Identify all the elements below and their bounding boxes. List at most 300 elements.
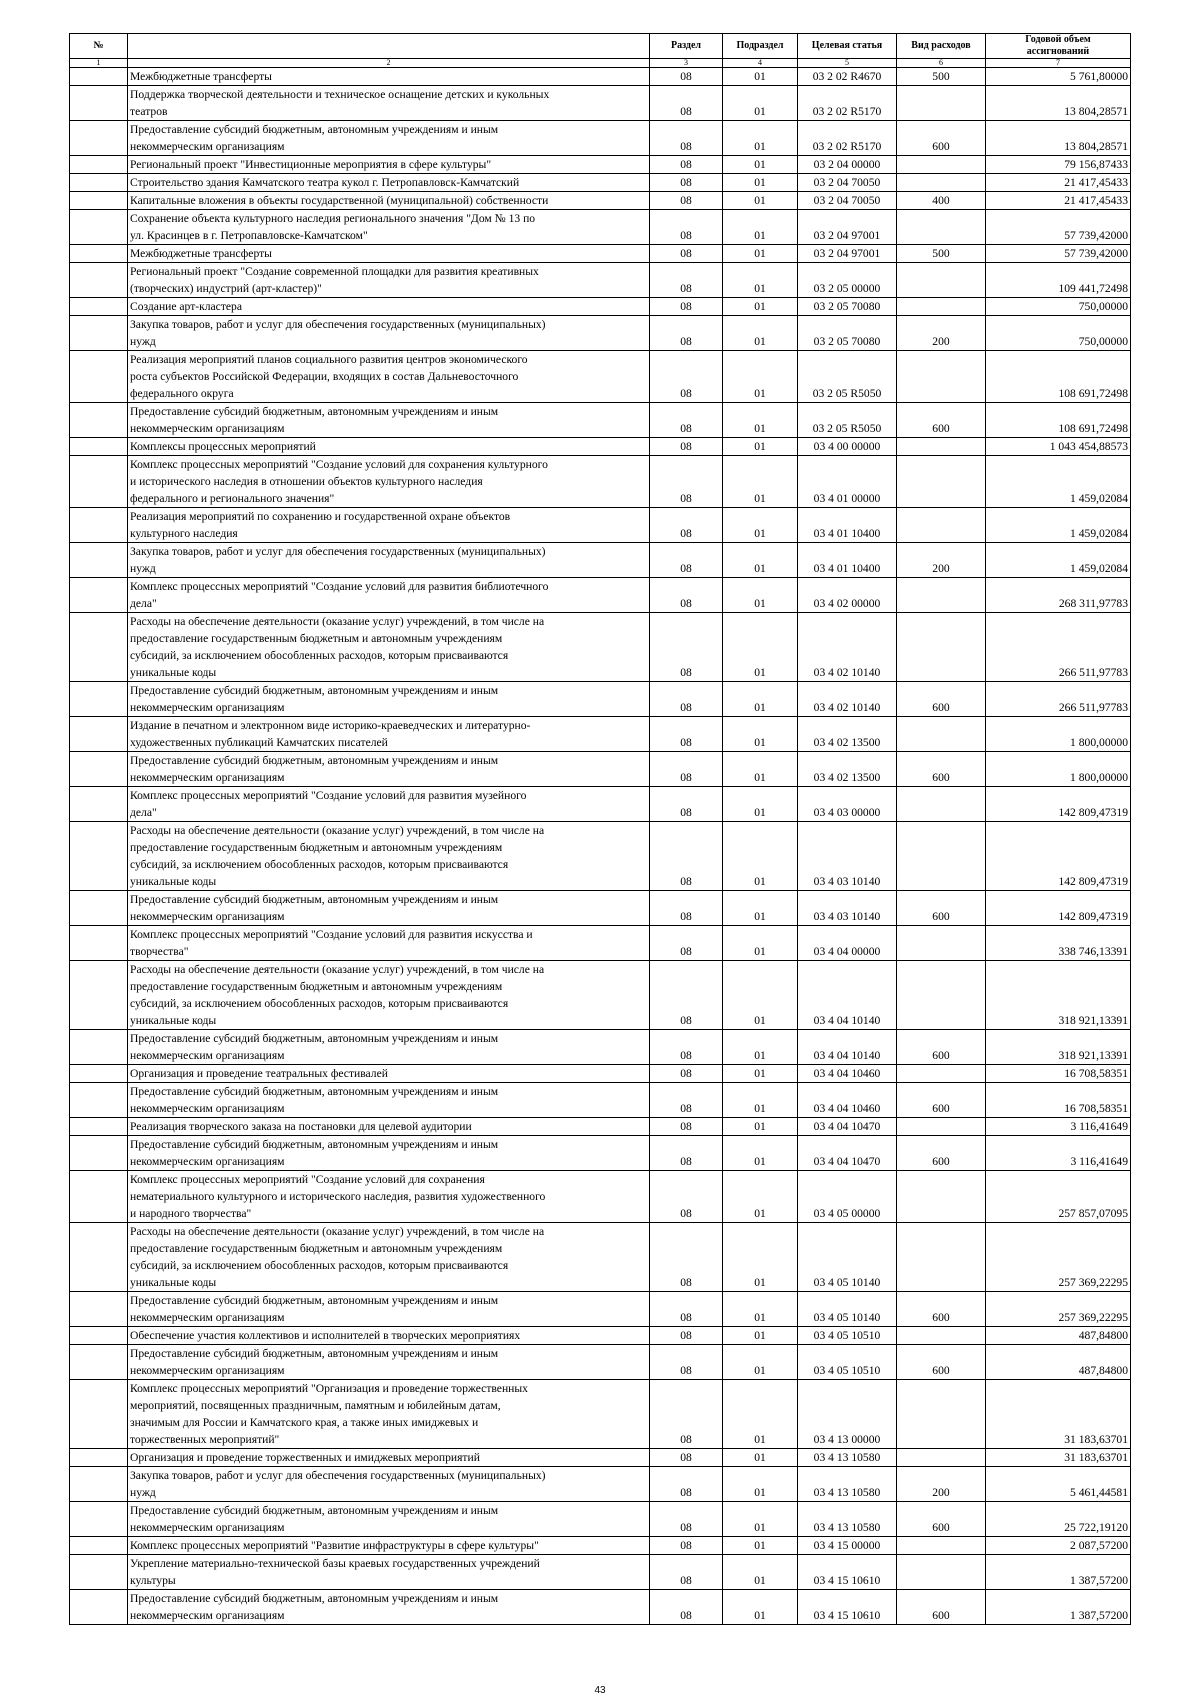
cell-expense-type — [897, 1136, 986, 1171]
cell-razdel — [650, 1171, 723, 1223]
cell-podrazdel — [723, 1555, 798, 1590]
cell-name-text: Предоставление субсидий бюджетным, автономным учреждениям и иным некоммерческим организациям — [130, 123, 499, 153]
cell-podrazdel — [723, 787, 798, 822]
cell-expense-type-text: 600 — [932, 1102, 950, 1115]
cell-amount-text: 1 800,00000 — [1070, 736, 1128, 749]
cell-name-text: Комплекс процессных мероприятий "Создание условий для сохранения культурного и исторического наследия в отношении объектов культурного наследия федерального и регионального значения" — [130, 458, 548, 505]
cell-podrazdel — [723, 86, 798, 121]
cell-no — [70, 961, 128, 1030]
cell-no — [70, 891, 128, 926]
cell-name — [128, 1345, 650, 1380]
table-row — [70, 156, 1131, 174]
table-row — [70, 717, 1131, 752]
table-row — [70, 1555, 1131, 1590]
cell-no — [70, 682, 128, 717]
cell-amount — [986, 1537, 1131, 1555]
cell-expense-type — [897, 1030, 986, 1065]
cell-expense-type — [897, 1449, 986, 1467]
cell-target-article — [798, 717, 897, 752]
cell-amount — [986, 316, 1131, 351]
cell-name-text: Предоставление субсидий бюджетным, автономным учреждениям и иным некоммерческим организациям — [130, 1347, 499, 1377]
cell-podrazdel — [723, 752, 798, 787]
cell-name-text: Предоставление субсидий бюджетным, автономным учреждениям и иным некоммерческим организациям — [130, 1592, 499, 1622]
cell-target-article-text: 03 4 13 10580 — [813, 1486, 881, 1499]
cell-target-article-text: 03 4 05 10140 — [813, 1311, 881, 1324]
table-row — [70, 1327, 1131, 1345]
cell-podrazdel-text: 01 — [754, 229, 766, 242]
table-row — [70, 1292, 1131, 1327]
cell-amount — [986, 1030, 1131, 1065]
cell-razdel — [650, 508, 723, 543]
column-number: 7 — [986, 59, 1131, 68]
cell-amount — [986, 1065, 1131, 1083]
cell-name-text: Региональный проект "Инвестиционные мероприятия в сфере культуры" — [130, 158, 492, 171]
cell-target-article-text: 03 2 05 R5050 — [812, 387, 882, 400]
cell-podrazdel — [723, 298, 798, 316]
cell-name — [128, 508, 650, 543]
cell-target-article-text: 03 2 02 R5170 — [812, 105, 882, 118]
cell-no — [70, 752, 128, 787]
cell-razdel — [650, 456, 723, 508]
cell-podrazdel-text: 01 — [754, 597, 766, 610]
cell-name-text: Предоставление субсидий бюджетным, автономным учреждениям и иным некоммерческим организациям — [130, 1138, 499, 1168]
table-row — [70, 1380, 1131, 1449]
cell-podrazdel — [723, 403, 798, 438]
cell-target-article-text: 03 2 05 00000 — [813, 282, 881, 295]
cell-name-text: Строительство здания Камчатского театра кукол г. Петропавловск-Камчатский — [130, 176, 520, 189]
cell-podrazdel-text: 01 — [754, 1014, 766, 1027]
cell-amount — [986, 1136, 1131, 1171]
cell-expense-type — [897, 316, 986, 351]
cell-name-text: Расходы на обеспечение деятельности (оказание услуг) учреждений, в том числе на предоставление государственным бюджетным и автономным учреждениям субсидий, за исключением обособленных расходов, которым присваиваются уникальные коды — [130, 824, 545, 888]
cell-razdel — [650, 787, 723, 822]
cell-podrazdel — [723, 1083, 798, 1118]
cell-podrazdel — [723, 613, 798, 682]
table-row — [70, 1136, 1131, 1171]
cell-name — [128, 891, 650, 926]
cell-target-article-text: 03 2 04 70050 — [813, 194, 881, 207]
cell-expense-type — [897, 1590, 986, 1625]
cell-podrazdel-text: 01 — [754, 282, 766, 295]
cell-podrazdel — [723, 926, 798, 961]
cell-expense-type-text: 600 — [932, 422, 950, 435]
cell-name — [128, 1380, 650, 1449]
cell-expense-type — [897, 351, 986, 403]
cell-target-article-text: 03 2 04 97001 — [813, 247, 881, 260]
table-row — [70, 1223, 1131, 1292]
cell-expense-type — [897, 1467, 986, 1502]
cell-razdel-text: 08 — [680, 1329, 692, 1342]
cell-amount — [986, 1292, 1131, 1327]
cell-podrazdel — [723, 192, 798, 210]
cell-amount-text: 108 691,72498 — [1058, 422, 1128, 435]
cell-razdel — [650, 613, 723, 682]
cell-amount — [986, 263, 1131, 298]
cell-name-text: Предоставление субсидий бюджетным, автономным учреждениям и иным некоммерческим организациям — [130, 1085, 499, 1115]
cell-name — [128, 1292, 650, 1327]
cell-amount-text: 108 691,72498 — [1058, 387, 1128, 400]
cell-target-article — [798, 613, 897, 682]
header-annual-volume-line1: Годовой объем — [1025, 34, 1091, 45]
cell-expense-type — [897, 926, 986, 961]
cell-name-text: Комплекс процессных мероприятий "Создание условий для развития музейного дела" — [130, 789, 527, 819]
cell-target-article — [798, 1065, 897, 1083]
cell-no — [70, 1590, 128, 1625]
cell-expense-type-text: 500 — [932, 70, 950, 83]
cell-razdel — [650, 1136, 723, 1171]
table-row — [70, 822, 1131, 891]
cell-expense-type-text: 600 — [932, 140, 950, 153]
cell-target-article — [798, 1030, 897, 1065]
cell-razdel-text: 08 — [680, 1067, 692, 1080]
cell-podrazdel — [723, 1171, 798, 1223]
cell-name-text: Издание в печатном и электронном виде историко-краеведческих и литературно- художественных публикаций Камчатских писателей — [130, 719, 531, 749]
cell-podrazdel-text: 01 — [754, 335, 766, 348]
cell-target-article-text: 03 4 15 00000 — [813, 1539, 881, 1552]
cell-target-article-text: 03 4 02 13500 — [813, 771, 881, 784]
cell-name — [128, 682, 650, 717]
cell-expense-type-text: 200 — [932, 1486, 950, 1499]
cell-amount — [986, 456, 1131, 508]
cell-name — [128, 351, 650, 403]
cell-razdel-text: 08 — [680, 527, 692, 540]
cell-podrazdel — [723, 1292, 798, 1327]
cell-podrazdel — [723, 1467, 798, 1502]
cell-name — [128, 156, 650, 174]
cell-razdel — [650, 1030, 723, 1065]
cell-target-article — [798, 578, 897, 613]
cell-razdel — [650, 298, 723, 316]
cell-amount — [986, 1118, 1131, 1136]
cell-razdel-text: 08 — [680, 1433, 692, 1446]
cell-podrazdel — [723, 578, 798, 613]
cell-name-text: Укрепление материально-технической базы краевых государственных учреждений культуры — [130, 1557, 540, 1587]
cell-target-article-text: 03 2 02 R5170 — [812, 140, 882, 153]
cell-amount-text: 266 511,97783 — [1058, 666, 1128, 679]
table-row — [70, 1083, 1131, 1118]
cell-name — [128, 316, 650, 351]
cell-podrazdel — [723, 1030, 798, 1065]
cell-podrazdel — [723, 543, 798, 578]
cell-name-text: Закупка товаров, работ и услуг для обеспечения государственных (муниципальных) нужд — [130, 545, 546, 575]
cell-target-article-text: 03 2 02 R4670 — [812, 70, 882, 83]
cell-amount — [986, 68, 1131, 86]
table-row — [70, 174, 1131, 192]
cell-target-article-text: 03 4 13 10580 — [813, 1451, 881, 1464]
cell-amount — [986, 86, 1131, 121]
cell-podrazdel-text: 01 — [754, 1155, 766, 1168]
cell-amount — [986, 961, 1131, 1030]
cell-expense-type — [897, 1223, 986, 1292]
cell-amount — [986, 1380, 1131, 1449]
cell-name — [128, 717, 650, 752]
cell-target-article — [798, 263, 897, 298]
cell-podrazdel-text: 01 — [754, 806, 766, 819]
cell-no — [70, 68, 128, 86]
cell-razdel-text: 08 — [680, 1574, 692, 1587]
cell-amount-text: 5 461,44581 — [1070, 1486, 1128, 1499]
cell-podrazdel-text: 01 — [754, 771, 766, 784]
cell-target-article — [798, 1345, 897, 1380]
cell-target-article — [798, 822, 897, 891]
cell-amount — [986, 787, 1131, 822]
cell-name — [128, 263, 650, 298]
cell-name — [128, 121, 650, 156]
cell-podrazdel-text: 01 — [754, 300, 766, 313]
cell-no — [70, 156, 128, 174]
table-row — [70, 1118, 1131, 1136]
cell-target-article-text: 03 2 05 R5050 — [812, 422, 882, 435]
cell-podrazdel-text: 01 — [754, 176, 766, 189]
cell-razdel-text: 08 — [680, 597, 692, 610]
cell-razdel-text: 08 — [680, 492, 692, 505]
cell-target-article — [798, 210, 897, 245]
cell-target-article — [798, 543, 897, 578]
cell-podrazdel — [723, 682, 798, 717]
cell-target-article-text: 03 4 04 00000 — [813, 945, 881, 958]
cell-name — [128, 1502, 650, 1537]
cell-razdel — [650, 263, 723, 298]
table-row — [70, 543, 1131, 578]
cell-razdel — [650, 1467, 723, 1502]
table-row — [70, 787, 1131, 822]
cell-podrazdel-text: 01 — [754, 492, 766, 505]
cell-podrazdel — [723, 210, 798, 245]
cell-amount-text: 257 369,22295 — [1058, 1276, 1128, 1289]
cell-name-text: Расходы на обеспечение деятельности (оказание услуг) учреждений, в том числе на предоставление государственным бюджетным и автономным учреждениям субсидий, за исключением обособленных расходов, которым присваиваются уникальные коды — [130, 615, 545, 679]
cell-podrazdel-text: 01 — [754, 387, 766, 400]
budget-table — [69, 33, 1131, 1625]
cell-name — [128, 210, 650, 245]
cell-amount — [986, 508, 1131, 543]
cell-no — [70, 543, 128, 578]
cell-podrazdel — [723, 68, 798, 86]
cell-podrazdel-text: 01 — [754, 1486, 766, 1499]
cell-amount — [986, 156, 1131, 174]
column-number: 4 — [723, 59, 798, 68]
cell-podrazdel-text: 01 — [754, 1521, 766, 1534]
cell-amount-text: 21 417,45433 — [1064, 194, 1128, 207]
cell-amount — [986, 543, 1131, 578]
cell-target-article-text: 03 2 05 70080 — [813, 300, 881, 313]
cell-no — [70, 787, 128, 822]
cell-no — [70, 121, 128, 156]
table-row — [70, 210, 1131, 245]
cell-podrazdel — [723, 1065, 798, 1083]
cell-podrazdel-text: 01 — [754, 1120, 766, 1133]
cell-amount-text: 57 739,42000 — [1064, 247, 1128, 260]
cell-target-article-text: 03 4 02 10140 — [813, 666, 881, 679]
cell-podrazdel-text: 01 — [754, 70, 766, 83]
cell-name — [128, 403, 650, 438]
cell-expense-type-text: 600 — [932, 701, 950, 714]
cell-amount-text: 142 809,47319 — [1058, 875, 1128, 888]
cell-razdel-text: 08 — [680, 1014, 692, 1027]
table-row — [70, 86, 1131, 121]
cell-target-article-text: 03 4 15 10610 — [813, 1609, 881, 1622]
cell-razdel — [650, 822, 723, 891]
cell-podrazdel — [723, 1449, 798, 1467]
cell-expense-type — [897, 1555, 986, 1590]
cell-amount — [986, 210, 1131, 245]
cell-expense-type — [897, 1118, 986, 1136]
cell-no — [70, 578, 128, 613]
table-row — [70, 682, 1131, 717]
cell-razdel-text: 08 — [680, 736, 692, 749]
cell-target-article-text: 03 4 05 10140 — [813, 1276, 881, 1289]
cell-name-text: Предоставление субсидий бюджетным, автономным учреждениям и иным некоммерческим организациям — [130, 1504, 499, 1534]
cell-name — [128, 174, 650, 192]
cell-name-text: Поддержка творческой деятельности и техническое оснащение детских и кукольных театров — [130, 88, 550, 118]
cell-no — [70, 245, 128, 263]
cell-name-text: Комплекс процессных мероприятий "Организация и проведение торжественных мероприятий, посвященных праздничным, памятным и юбилейным датам, значимым для России и Камчатского края, а также иных имиджевых и торжественных мероприятий" — [130, 1382, 528, 1446]
cell-razdel-text: 08 — [680, 194, 692, 207]
cell-target-article — [798, 192, 897, 210]
cell-podrazdel-text: 01 — [754, 1433, 766, 1446]
table-row — [70, 1065, 1131, 1083]
cell-name — [128, 1327, 650, 1345]
cell-razdel — [650, 1380, 723, 1449]
cell-expense-type — [897, 543, 986, 578]
cell-name-text: Сохранение объекта культурного наследия регионального значения "Дом № 13 по ул. Красинцев в г. Петропавловске-Камчатском" — [130, 212, 536, 242]
cell-amount — [986, 891, 1131, 926]
cell-razdel — [650, 682, 723, 717]
cell-name-text: Межбюджетные трансферты — [130, 70, 272, 83]
cell-target-article-text: 03 4 05 00000 — [813, 1207, 881, 1220]
cell-name-text: Межбюджетные трансферты — [130, 247, 272, 260]
cell-razdel-text: 08 — [680, 1486, 692, 1499]
cell-podrazdel-text: 01 — [754, 562, 766, 575]
cell-target-article — [798, 961, 897, 1030]
cell-razdel-text: 08 — [680, 158, 692, 171]
cell-target-article — [798, 174, 897, 192]
cell-target-article — [798, 156, 897, 174]
cell-expense-type — [897, 1171, 986, 1223]
cell-amount-text: 1 459,02084 — [1070, 492, 1128, 505]
cell-name — [128, 1590, 650, 1625]
cell-no — [70, 174, 128, 192]
cell-razdel-text: 08 — [680, 387, 692, 400]
cell-name-text: Расходы на обеспечение деятельности (оказание услуг) учреждений, в том числе на предоставление государственным бюджетным и автономным учреждениям субсидий, за исключением обособленных расходов, которым присваиваются уникальные коды — [130, 1225, 545, 1289]
cell-target-article — [798, 298, 897, 316]
cell-podrazdel-text: 01 — [754, 1102, 766, 1115]
cell-amount-text: 1 459,02084 — [1070, 562, 1128, 575]
cell-amount-text: 25 722,19120 — [1064, 1521, 1128, 1534]
cell-razdel — [650, 245, 723, 263]
cell-podrazdel-text: 01 — [754, 158, 766, 171]
header-razdel: Раздел — [650, 34, 723, 59]
cell-razdel-text: 08 — [680, 1539, 692, 1552]
cell-target-article — [798, 1292, 897, 1327]
cell-target-article — [798, 1502, 897, 1537]
cell-target-article-text: 03 4 03 10140 — [813, 910, 881, 923]
header-target-article: Целевая статья — [798, 34, 897, 59]
cell-target-article-text: 03 4 01 10400 — [813, 562, 881, 575]
cell-razdel-text: 08 — [680, 247, 692, 260]
cell-razdel-text: 08 — [680, 910, 692, 923]
cell-name — [128, 1083, 650, 1118]
cell-expense-type — [897, 1537, 986, 1555]
cell-name-text: Организация и проведение торжественных и имиджевых мероприятий — [130, 1451, 480, 1464]
cell-podrazdel-text: 01 — [754, 1451, 766, 1464]
cell-razdel-text: 08 — [680, 1276, 692, 1289]
cell-razdel-text: 08 — [680, 176, 692, 189]
cell-target-article-text: 03 2 04 00000 — [813, 158, 881, 171]
cell-target-article — [798, 787, 897, 822]
cell-amount — [986, 1590, 1131, 1625]
cell-expense-type — [897, 174, 986, 192]
cell-podrazdel — [723, 1118, 798, 1136]
cell-amount — [986, 1171, 1131, 1223]
cell-no — [70, 192, 128, 210]
cell-target-article-text: 03 4 03 00000 — [813, 806, 881, 819]
cell-target-article-text: 03 4 05 10510 — [813, 1329, 881, 1342]
cell-podrazdel — [723, 1380, 798, 1449]
cell-razdel-text: 08 — [680, 105, 692, 118]
cell-no — [70, 210, 128, 245]
table-row — [70, 926, 1131, 961]
cell-target-article — [798, 1223, 897, 1292]
cell-razdel — [650, 192, 723, 210]
cell-razdel-text: 08 — [680, 562, 692, 575]
cell-amount — [986, 1555, 1131, 1590]
header-no: № — [70, 34, 128, 59]
cell-no — [70, 1555, 128, 1590]
cell-razdel-text: 08 — [680, 1609, 692, 1622]
cell-podrazdel — [723, 156, 798, 174]
cell-target-article-text: 03 4 04 10460 — [813, 1067, 881, 1080]
table-row — [70, 613, 1131, 682]
cell-amount — [986, 438, 1131, 456]
cell-razdel-text: 08 — [680, 806, 692, 819]
cell-amount-text: 13 804,28571 — [1064, 140, 1128, 153]
cell-no — [70, 316, 128, 351]
cell-amount-text: 1 459,02084 — [1070, 527, 1128, 540]
cell-target-article — [798, 68, 897, 86]
cell-amount — [986, 1327, 1131, 1345]
cell-razdel-text: 08 — [680, 666, 692, 679]
cell-amount-text: 268 311,97783 — [1058, 597, 1128, 610]
cell-target-article-text: 03 4 01 10400 — [813, 527, 881, 540]
table-row — [70, 68, 1131, 86]
table-row — [70, 1467, 1131, 1502]
cell-amount-text: 31 183,63701 — [1064, 1433, 1128, 1446]
cell-podrazdel-text: 01 — [754, 1609, 766, 1622]
cell-expense-type — [897, 752, 986, 787]
cell-razdel — [650, 1292, 723, 1327]
cell-no — [70, 613, 128, 682]
table-body — [70, 68, 1131, 1625]
cell-name-text: Закупка товаров, работ и услуг для обеспечения государственных (муниципальных) нужд — [130, 1469, 546, 1499]
cell-no — [70, 351, 128, 403]
cell-name — [128, 961, 650, 1030]
cell-podrazdel-text: 01 — [754, 736, 766, 749]
cell-razdel-text: 08 — [680, 1364, 692, 1377]
cell-razdel — [650, 1327, 723, 1345]
cell-amount-text: 257 857,07095 — [1058, 1207, 1128, 1220]
cell-amount-text: 5 761,80000 — [1070, 70, 1128, 83]
cell-name — [128, 1449, 650, 1467]
cell-name — [128, 298, 650, 316]
cell-amount-text: 1 387,57200 — [1070, 1609, 1128, 1622]
cell-target-article — [798, 1590, 897, 1625]
cell-no — [70, 456, 128, 508]
cell-razdel — [650, 156, 723, 174]
cell-amount-text: 257 369,22295 — [1058, 1311, 1128, 1324]
cell-expense-type — [897, 717, 986, 752]
cell-amount-text: 338 746,13391 — [1058, 945, 1128, 958]
cell-expense-type — [897, 961, 986, 1030]
